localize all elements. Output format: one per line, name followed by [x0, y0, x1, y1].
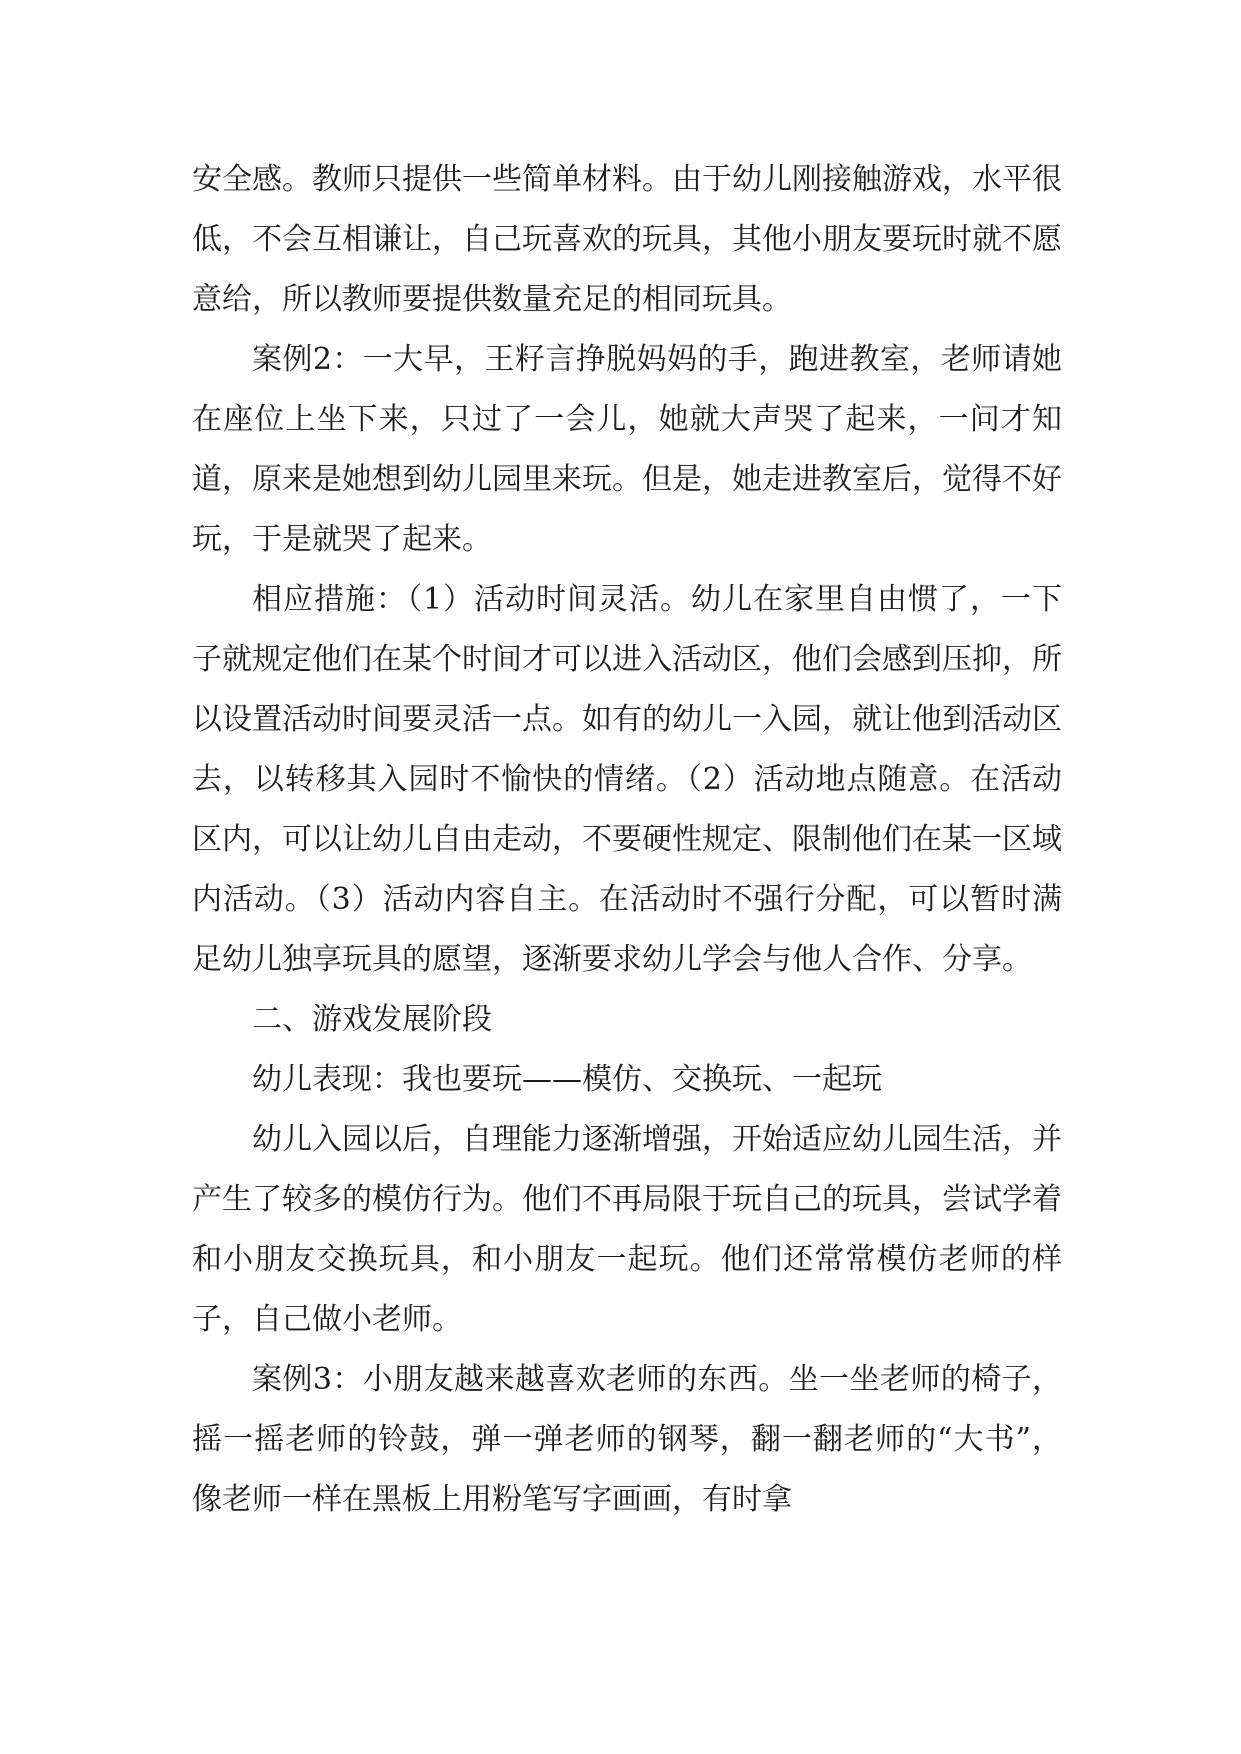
paragraph-continuation: 安全感。教师只提供一些简单材料。由于幼儿刚接触游戏，水平很低，不会互相谦让，自己玩喜欢的玩具，其他小朋友要玩时就不愿意给，所以教师要提供数量充足的相同玩具。 [192, 162, 1062, 317]
document-body [192, 150, 1062, 1530]
paragraph-measures: 相应措施：（1）活动时间灵活。幼儿在家里自由惯了，一下子就规定他们在某个时间才可以进入活动区，他们会感到压抑，所以设置活动时间要灵活一点。如有的幼儿一入园，就让他到活动区去，以转移其入园时不愉快的情绪。（2）活动地点随意。在活动区内，可以让幼儿自由走动，不要硬性规定、限制他们在某一区域内活动。（3）活动内容自主。在活动时不强行分配，可以暂时满足幼儿独享玩具的愿望，逐渐要求幼儿学会与他人合作、分享。 [192, 582, 1062, 977]
section-heading: 二、游戏发展阶段 [252, 1002, 492, 1037]
paragraph-case-2: 案例2：一大早，王籽言挣脱妈妈的手，跑进教室，老师请她在座位上坐下来，只过了一会儿，她就大声哭了起来，一问才知道，原来是她想到幼儿园里来玩。但是，她走进教室后，觉得不好玩，于是就哭了起来。 [192, 342, 1062, 557]
paragraph-case-3: 案例3：小朋友越来越喜欢老师的东西。坐一坐老师的椅子，摇一摇老师的铃鼓，弹一弹老师的钢琴，翻一翻老师的“大书”，像老师一样在黑板上用粉笔写字画画，有时拿 [192, 1362, 1062, 1517]
paragraph-child-performance: 幼儿表现：我也要玩——模仿、交换玩、一起玩 [252, 1062, 882, 1097]
paragraph-description: 幼儿入园以后，自理能力逐渐增强，开始适应幼儿园生活，并产生了较多的模仿行为。他们不再局限于玩自己的玩具，尝试学着和小朋友交换玩具，和小朋友一起玩。他们还常常模仿老师的样子，自己做小老师。 [192, 1122, 1062, 1337]
